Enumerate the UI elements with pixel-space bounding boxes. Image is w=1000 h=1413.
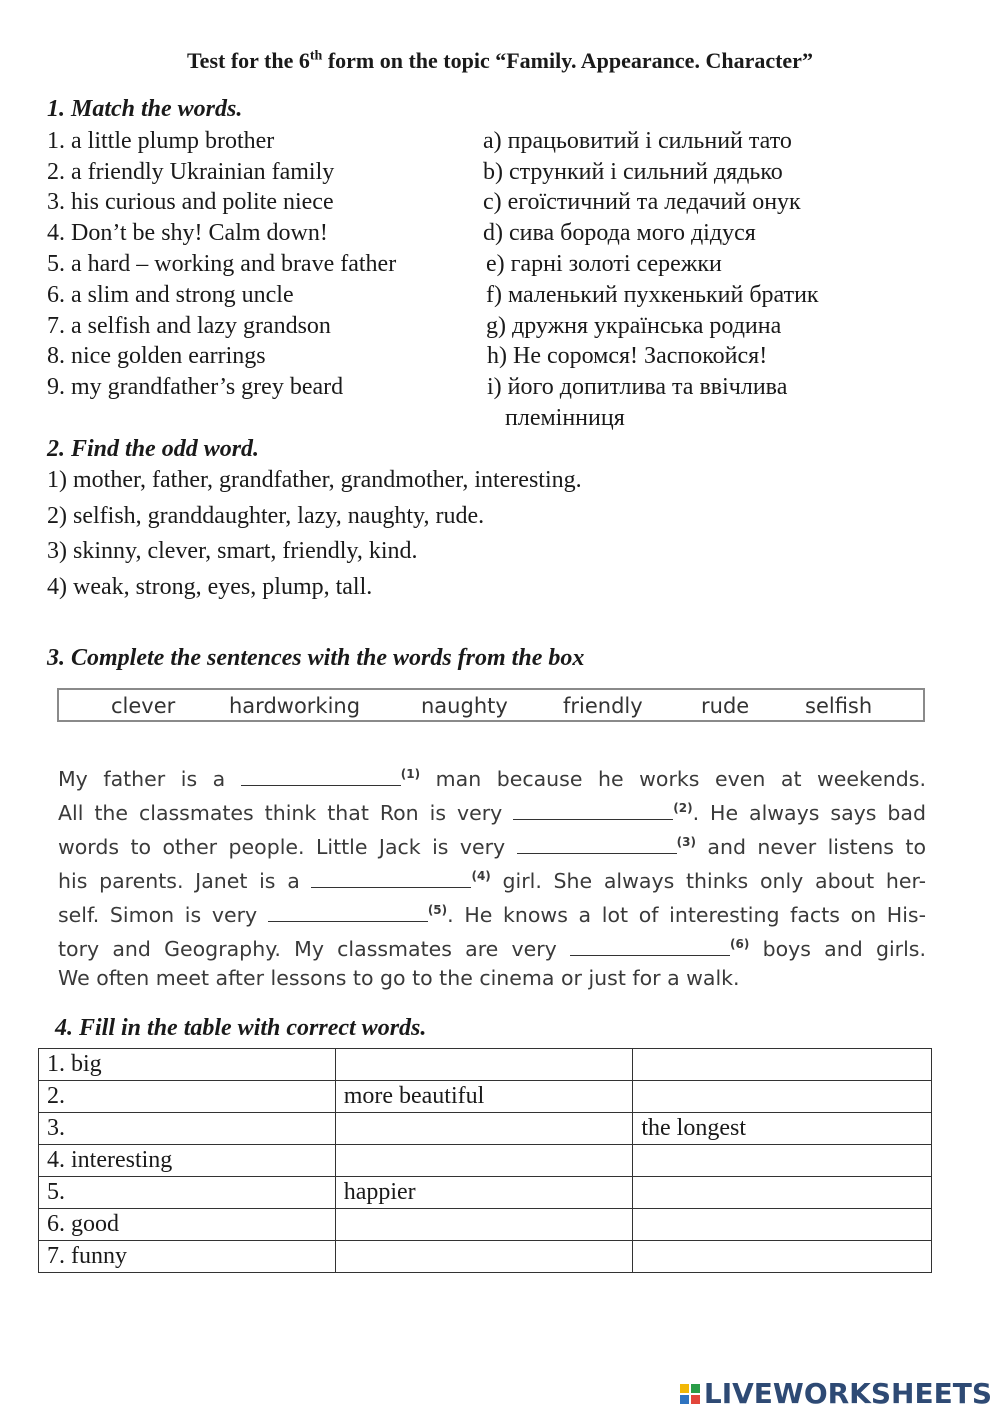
- table-cell[interactable]: [633, 1049, 932, 1081]
- match-left-item: 5. a hard – working and brave father: [47, 251, 397, 277]
- table-cell[interactable]: [633, 1177, 932, 1209]
- cloze-line: tory and Geography. My classmates are very $^{(6)}$ boys and girls.: [58, 936, 926, 961]
- odd-word-item: 2) selfish, granddaughter, lazy, naughty, rude.: [47, 503, 485, 529]
- match-right-item: d) сива борода мого дідуся: [483, 220, 756, 246]
- match-left-item: 7. a selfish and lazy grandson: [47, 313, 331, 339]
- comparison-table: [38, 1048, 932, 1273]
- odd-word-item: 4) weak, strong, eyes, plump, tall.: [47, 574, 373, 600]
- cloze-paragraph: [58, 757, 926, 995]
- match-left-item: 3. his curious and polite niece: [47, 189, 334, 215]
- table-cell[interactable]: [335, 1049, 633, 1081]
- table-cell[interactable]: [335, 1241, 633, 1273]
- table-cell[interactable]: [335, 1145, 633, 1177]
- table-cell: 4. interesting: [39, 1145, 336, 1177]
- box-word: selfish: [805, 694, 873, 718]
- table-row: [39, 1113, 932, 1145]
- match-right-item: g) дружня українська родина: [486, 313, 782, 339]
- table-cell: 3.: [39, 1113, 336, 1145]
- match-right-item: c) егоїстичний та ледачий онук: [483, 189, 801, 215]
- cloze-line: self. Simon is very $^{(5)}$. He knows a lot of interesting facts on His-: [58, 902, 926, 927]
- box-word: rude: [701, 694, 750, 718]
- cloze-line: We often meet after lessons to go to the cinema or just for a walk.: [58, 966, 740, 990]
- table-row: [39, 1049, 932, 1081]
- table-cell[interactable]: [633, 1081, 932, 1113]
- answer-blank-3[interactable]: [517, 835, 677, 854]
- table-cell: 6. good: [39, 1209, 336, 1241]
- match-right-item: f) маленький пухкенький братик: [486, 282, 819, 308]
- section4-heading: 4. Fill in the table with correct words.: [55, 1015, 427, 1041]
- section2-heading: 2. Find the odd word.: [47, 436, 260, 462]
- answer-blank-6[interactable]: [570, 937, 730, 956]
- table-row: [39, 1145, 932, 1177]
- box-word: naughty: [421, 694, 508, 718]
- match-right-item: a) працьовитий і сильний тато: [483, 128, 792, 154]
- odd-word-item: 1) mother, father, grandfather, grandmother, interesting.: [47, 467, 582, 493]
- page-title: Test for the 6th form on the topic “Family. Appearance. Character”: [187, 48, 813, 73]
- table-cell[interactable]: [633, 1241, 932, 1273]
- cloze-line: his parents. Janet is a $^{(4)}$ girl. She always thinks only about her-: [58, 868, 926, 893]
- cloze-line: All the classmates think that Ron is very $^{(2)}$. He always says bad: [58, 800, 926, 825]
- table-row: [39, 1241, 932, 1273]
- answer-blank-5[interactable]: [268, 903, 428, 922]
- word-box: [57, 688, 925, 722]
- table-cell: 1. big: [39, 1049, 336, 1081]
- box-word: friendly: [563, 694, 643, 718]
- match-right-item: b) стрункий і сильний дядько: [483, 159, 783, 185]
- table-cell: 2.: [39, 1081, 336, 1113]
- answer-blank-4[interactable]: [311, 869, 471, 888]
- table-row: [39, 1081, 932, 1113]
- match-right-item: племінниця: [505, 405, 625, 431]
- cloze-line: words to other people. Little Jack is very $^{(3)}$ and never listens to: [58, 834, 926, 859]
- box-word: hardworking: [229, 694, 361, 718]
- table-row: [39, 1177, 932, 1209]
- match-left-item: 2. a friendly Ukrainian family: [47, 159, 335, 185]
- liveworksheets-logo: LIVEWORKSHEETS: [680, 1377, 992, 1410]
- table-cell: 5.: [39, 1177, 336, 1209]
- odd-word-item: 3) skinny, clever, smart, friendly, kind.: [47, 538, 418, 564]
- box-word: clever: [111, 694, 176, 718]
- match-left-item: 4. Don’t be shy! Calm down!: [47, 220, 328, 246]
- match-left-item: 1. a little plump brother: [47, 128, 275, 154]
- cloze-line: My father is a $^{(1)}$ man because he works even at weekends.: [58, 766, 926, 791]
- answer-blank-2[interactable]: [513, 801, 673, 820]
- table-cell[interactable]: [335, 1113, 633, 1145]
- match-right-item: h) Не соромся! Заспокойся!: [487, 343, 768, 369]
- section1-heading: 1. Match the words.: [47, 96, 243, 122]
- table-cell[interactable]: [633, 1209, 932, 1241]
- logo-mark-icon: [680, 1384, 700, 1404]
- table-row: [39, 1209, 932, 1241]
- table-cell: the longest: [633, 1113, 932, 1145]
- table-cell: 7. funny: [39, 1241, 336, 1273]
- match-left-item: 6. a slim and strong uncle: [47, 282, 294, 308]
- table-cell: happier: [335, 1177, 633, 1209]
- match-left-item: 9. my grandfather’s grey beard: [47, 374, 344, 400]
- match-left-item: 8. nice golden earrings: [47, 343, 266, 369]
- table-cell[interactable]: [633, 1145, 932, 1177]
- match-right-item: e) гарні золоті сережки: [486, 251, 722, 277]
- answer-blank-1[interactable]: [241, 767, 401, 786]
- table-cell[interactable]: [335, 1209, 633, 1241]
- section3-heading: 3. Complete the sentences with the words from the box: [47, 645, 585, 671]
- table-cell: more beautiful: [335, 1081, 633, 1113]
- match-right-item: i) його допитлива та ввічлива: [487, 374, 788, 400]
